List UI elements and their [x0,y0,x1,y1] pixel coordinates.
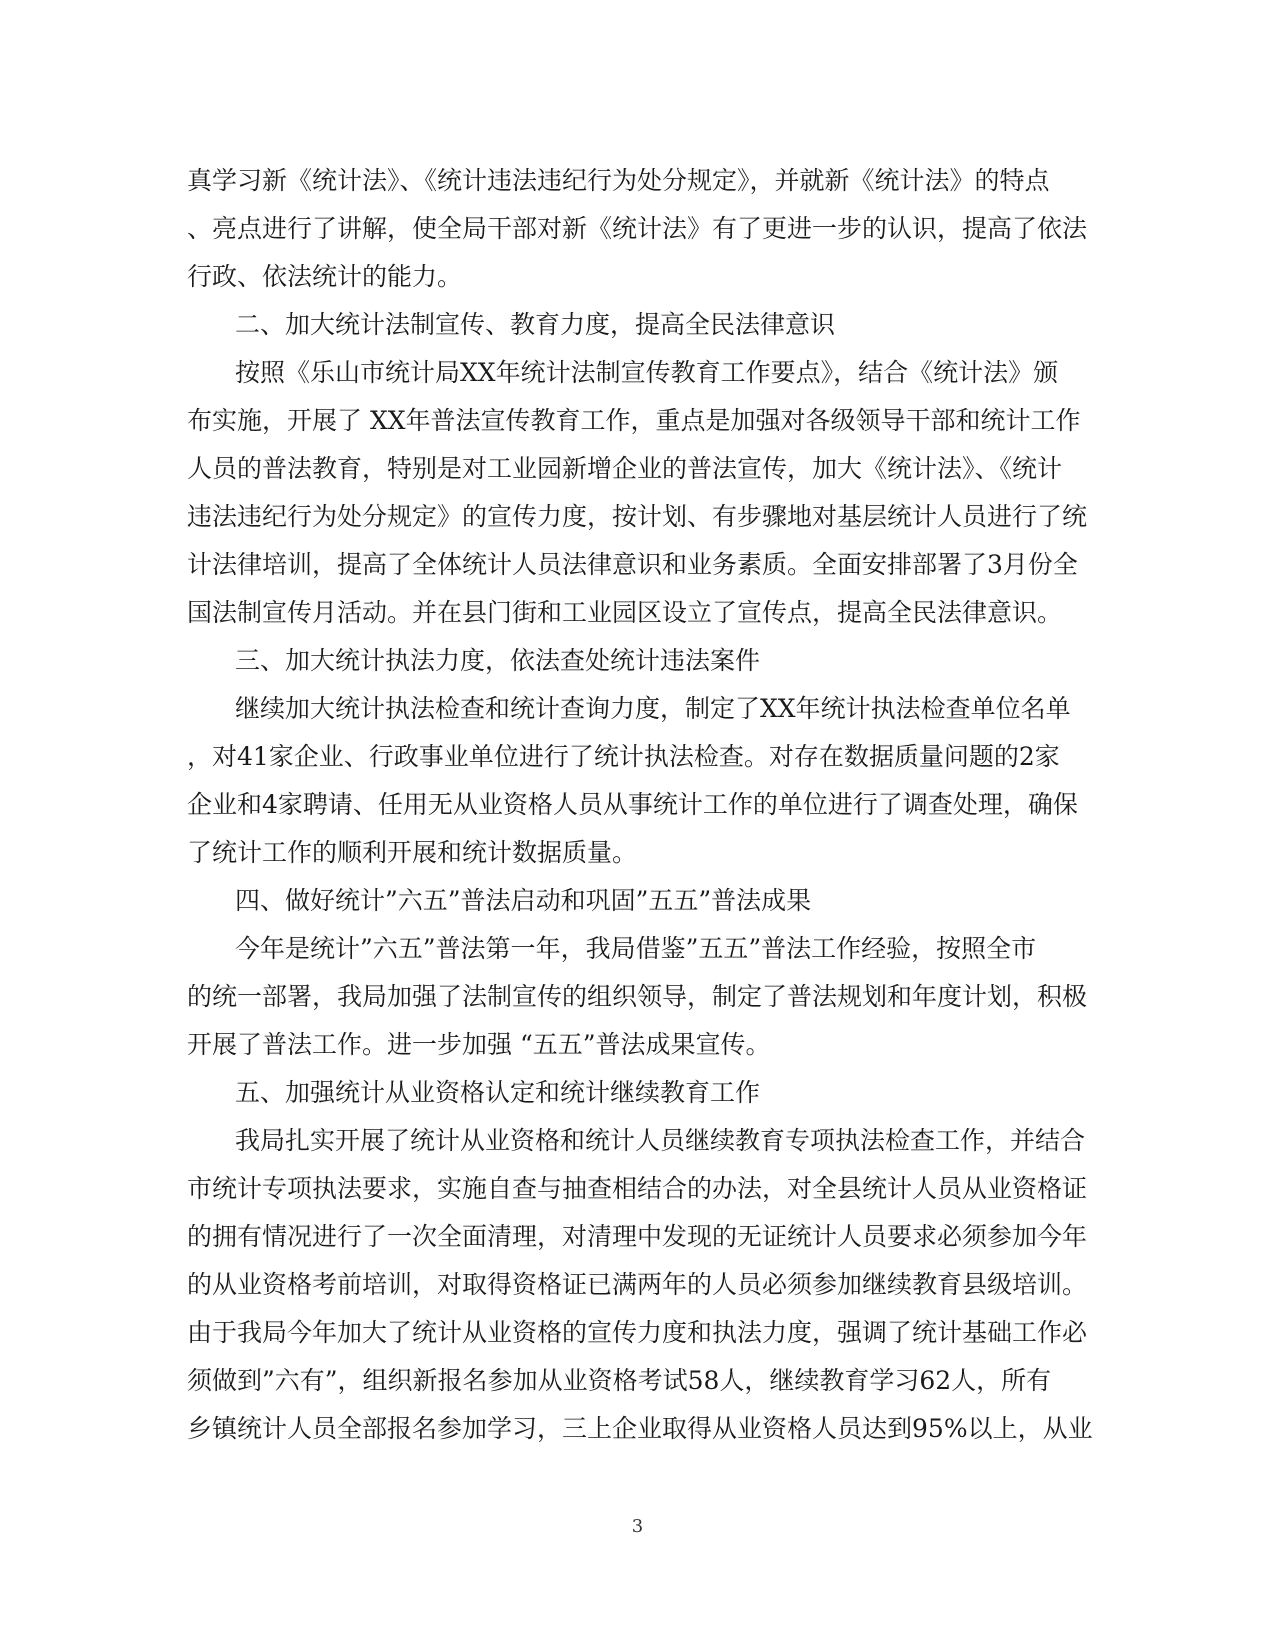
paragraph-line: 今年是统计”六五”普法第一年，我局借鉴”五五”普法工作经验，按照全市 [235,934,1037,963]
paragraph-line: 由于我局今年加大了统计从业资格的宣传力度和执法力度，强调了统计基础工作必 [187,1318,1088,1347]
paragraph-line: 的统一部署，我局加强了法制宣传的组织领导，制定了普法规划和年度计划，积极 [187,982,1088,1011]
paragraph-line: 布实施，开展了 XX年普法宣传教育工作，重点是加强对各级领导干部和统计工作 [187,406,1081,435]
paragraph-line: 乡镇统计人员全部报名参加学习，三上企业取得从业资格人员达到95%以上，从业 [187,1414,1093,1443]
paragraph-line: 人员的普法教育，特别是对工业园新增企业的普法宣传，加大《统计法》、《统计 [187,454,1063,483]
paragraph-line: 企业和4家聘请、任用无从业资格人员从事统计工作的单位进行了调查处理，确保 [187,790,1078,819]
paragraph-line: 计法律培训，提高了全体统计人员法律意识和业务素质。全面安排部署了3月份全 [187,550,1078,579]
document-body [187,157,1093,1453]
section-heading: 三、加大统计执法力度，依法查处统计违法案件 [235,646,761,675]
paragraph-line: 按照《乐山市统计局XX年统计法制宣传教育工作要点》，结合《统计法》颁 [235,358,1059,387]
paragraph-line: 市统计专项执法要求，实施自查与抽查相结合的办法，对全县统计人员从业资格证 [187,1174,1088,1203]
page-number: 3 [631,1516,644,1537]
section-heading: 二、加大统计法制宣传、教育力度，提高全民法律意识 [235,310,836,339]
paragraph-line: 我局扎实开展了统计从业资格和统计人员继续教育专项执法检查工作，并结合 [235,1126,1086,1155]
paragraph-line: 了统计工作的顺利开展和统计数据质量。 [187,838,638,867]
paragraph-line: 须做到”六有”，组织新报名参加从业资格考试58人，继续教育学习62人，所有 [187,1366,1052,1395]
paragraph-line: ，对41家企业、行政事业单位进行了统计执法检查。对存在数据质量问题的2家 [187,742,1060,771]
paragraph-line: 违法违纪行为处分规定》的宣传力度，按计划、有步骤地对基层统计人员进行了统 [187,502,1088,531]
paragraph-line: 国法制宣传月活动。并在县门街和工业园区设立了宣传点，提高全民法律意识。 [187,598,1063,627]
paragraph-line: 行政、依法统计的能力。 [187,262,463,291]
paragraph-line: 开展了普法工作。进一步加强 “五五”普法成果宣传。 [187,1030,771,1059]
paragraph-line: 、亮点进行了讲解，使全局干部对新《统计法》有了更进一步的认识，提高了依法 [187,214,1088,243]
section-heading: 五、加强统计从业资格认定和统计继续教育工作 [235,1078,761,1107]
section-heading: 四、做好统计”六五”普法启动和巩固”五五”普法成果 [235,886,812,915]
paragraph-line: 的从业资格考前培训，对取得资格证已满两年的人员必须参加继续教育县级培训。 [187,1270,1088,1299]
paragraph-line: 继续加大统计执法检查和统计查询力度，制定了XX年统计执法检查单位名单 [235,694,1071,723]
paragraph-line: 真学习新《统计法》、《统计违法违纪行为处分规定》，并就新《统计法》的特点 [187,166,1050,195]
paragraph-line: 的拥有情况进行了一次全面清理，对清理中发现的无证统计人员要求必须参加今年 [187,1222,1088,1251]
